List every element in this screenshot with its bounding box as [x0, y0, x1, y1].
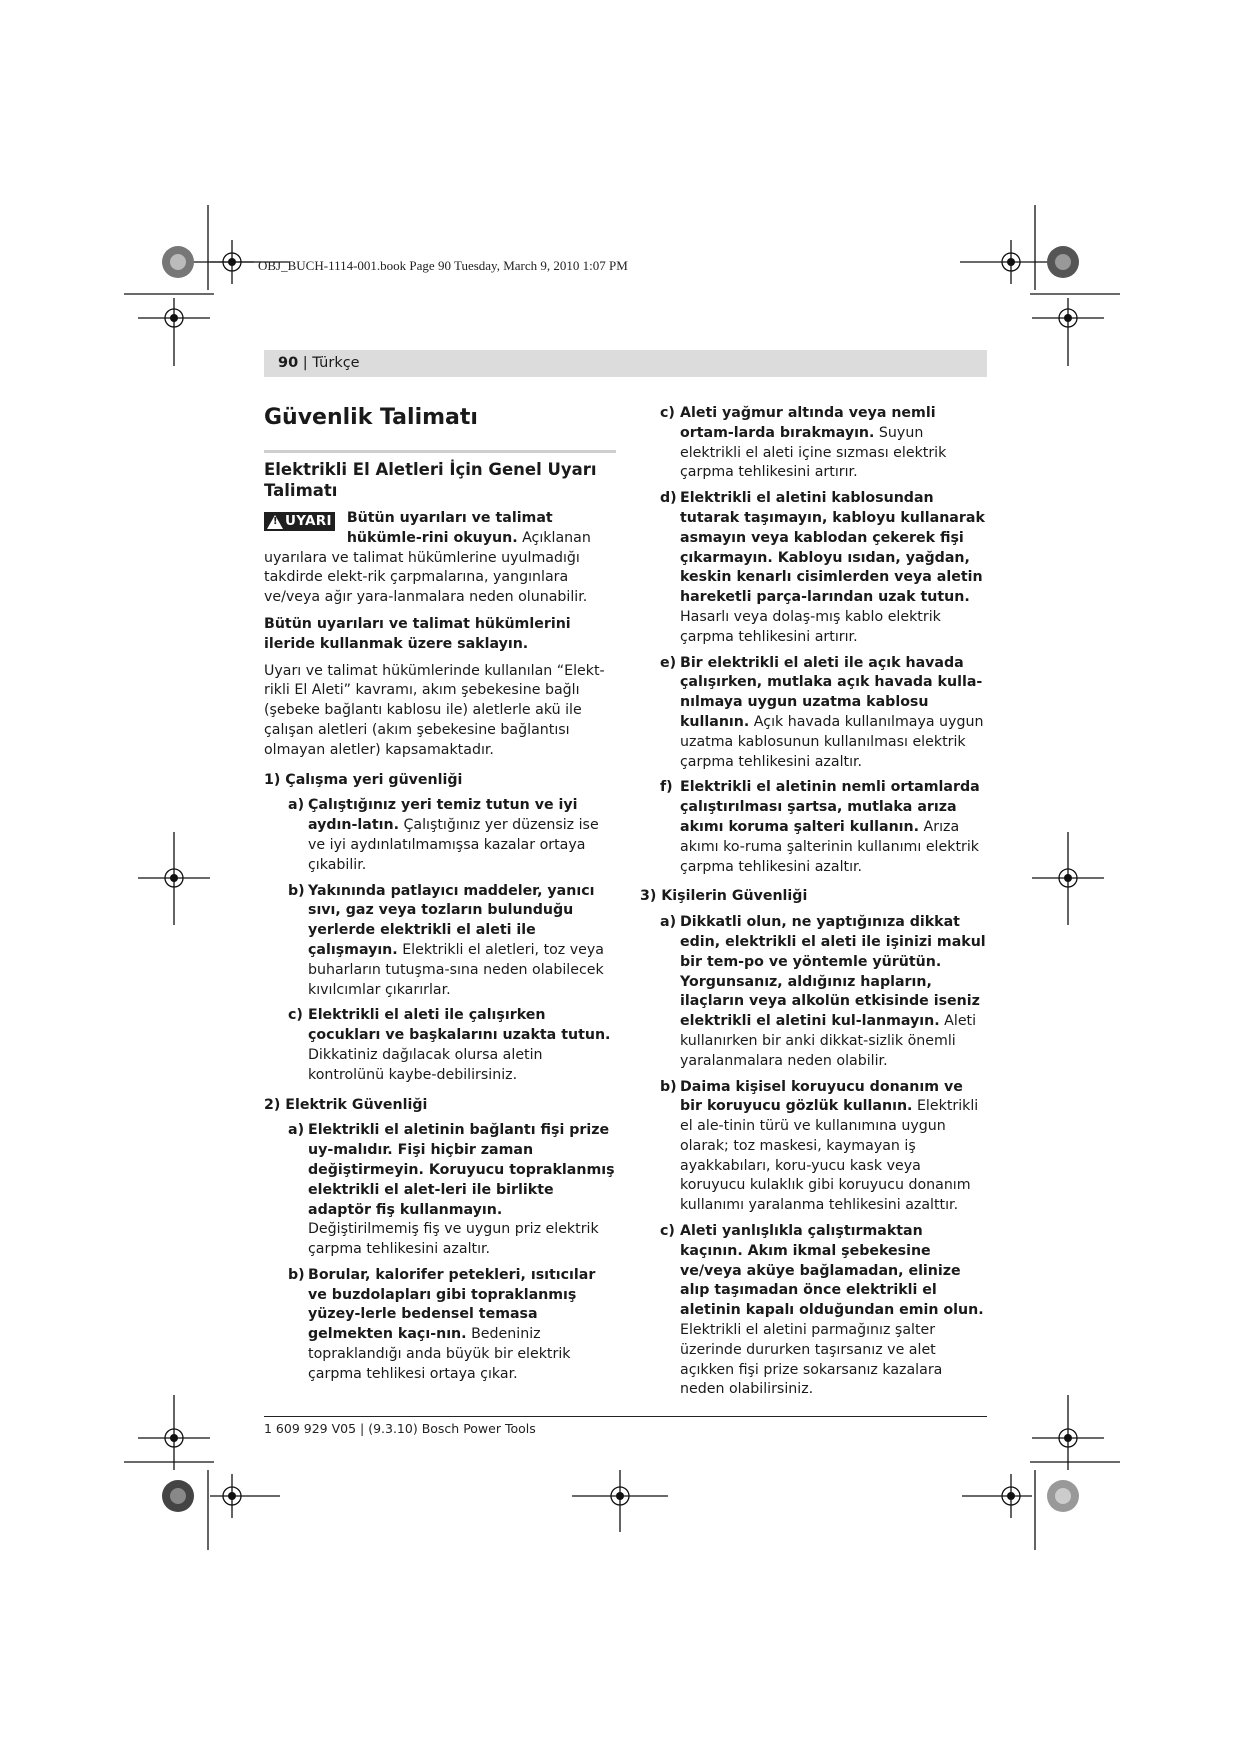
list-item: [640, 654, 988, 773]
item-text: Bedeniniz topraklandığı anda büyük bir elektrik çarpma tehlikesi ortaya çıkar.: [308, 1326, 571, 1382]
footer-rule: [264, 1416, 987, 1417]
list-item: [640, 913, 988, 1071]
item-letter: c): [660, 405, 675, 421]
item-letter: b): [660, 1078, 677, 1095]
warning-badge: [264, 512, 335, 531]
list-item: [640, 489, 988, 647]
item-letter: c): [288, 1007, 303, 1024]
item-text: Çalıştığınız yer düzensiz ise ve iyi aydınlatılmamışsa kazalar ortaya çıkabilir.: [308, 817, 599, 873]
list-item: [264, 1006, 616, 1085]
definition-paragraph: Uyarı ve talimat hükümlerinde kullanılan “Elekt-rikli El Aleti” kavramı, akım şebekesine bağlı (şebeke bağlantı kablosu ile) aletlerle akü ile çalışan aletleri (akım şebekesine bağlantısı olmayan aletler) kapsamaktadır.: [264, 662, 605, 758]
header-separator: |: [302, 355, 308, 371]
page-header: [264, 350, 987, 377]
right-column: [640, 404, 988, 1406]
item-bold: Borular, kalorifer petekleri, ısıtıcılar ve buzdolapları gibi topraklanmış yüzey-lerle bedensel temasa gelmekten kaçı-nın.: [308, 1266, 596, 1343]
item-letter: b): [288, 1266, 305, 1283]
warning-bold: Bütün uyarıları ve talimat hükümle-rini okuyun.: [346, 510, 553, 546]
item-letter: a): [288, 1122, 305, 1139]
list-item: [640, 1078, 988, 1217]
section-title-1: 1) Çalışma yeri güvenliği: [264, 771, 463, 788]
list-item: [640, 778, 988, 877]
list-item: [264, 1266, 616, 1385]
title-rule: [264, 450, 616, 453]
item-bold: Bir elektrikli el aleti ile açık havada çalışırken, mutlaka açık havada kulla-nılmaya uygun uzatma kablosu kullanın.: [680, 654, 983, 730]
item-text: Arıza akımı ko-ruma şalterinin kullanımı elektrik çarpma tehlikesini azaltır.: [680, 818, 979, 875]
warning-triangle-icon: [267, 515, 283, 529]
item-letter: c): [660, 1223, 675, 1240]
item-letter: a): [660, 914, 677, 931]
book-info: OBJ_BUCH-1114-001.book Page 90 Tuesday, March 9, 2010 1:07 PM: [258, 258, 628, 273]
list-item: [640, 404, 988, 483]
keep-notice: Bütün uyarıları ve talimat hükümlerini ileride kullanmak üzere saklayın.: [264, 615, 571, 652]
item-text: Aleti kullanırken bir anki dikkat-sizlik önemli yaralanmalara neden olabilir.: [680, 1013, 977, 1069]
item-letter: e): [660, 654, 677, 671]
item-text: Açık havada kullanılmaya uygun uzatma kablosunun kullanılması elektrik çarpma tehlikesini azaltır.: [680, 713, 984, 770]
item-text: Dikkatiniz dağılacak olursa aletin kontrolünü kaybe-debilirsiniz.: [308, 1046, 543, 1083]
item-bold: Yakınında patlayıcı maddeler, yanıcı sıvı, gaz veya tozların bulunduğu yerlerde elektrikli el aleti ile çalışmayın.: [308, 882, 595, 958]
item-letter: a): [288, 797, 305, 814]
footer: 1 609 929 V05 | (9.3.10) Bosch Power Tools: [264, 1421, 536, 1436]
item-letter: f): [660, 779, 673, 796]
item-bold: Aleti yağmur altında veya nemli ortam-larda bırakmayın.: [680, 405, 936, 441]
section-title-3: 3) Kişilerin Güvenliği: [640, 888, 808, 905]
item-text: Hasarlı veya dolaş-mış kablo elektrik çarpma tehlikesini artırır.: [680, 608, 941, 645]
item-letter: d): [660, 490, 677, 507]
item-text: Değiştirilmemiş fiş ve uygun priz elektrik çarpma tehlikesini azaltır.: [308, 1221, 599, 1258]
item-text: Suyun elektrikli el aleti içine sızması elektrik çarpma tehlikesini artırır.: [680, 424, 947, 481]
item-bold: Elektrikli el aletinin bağlantı fişi prize uy-malıdır. Fişi hiçbir zaman değiştirmeyin. Koruyucu topraklanmış elektrikli el alet-leri ile birlikte adaptör fiş kullanmayın.: [308, 1122, 615, 1218]
item-bold: Dikkatli olun, ne yaptığınıza dikkat edin, elektrikli el aleti ile işinizi makul bir tem-po ve yöntemle yürütün. Yorgunsanız, aldığınız hapların, ilaçların veya alkolün etkisinde iseniz elektrikli el aletini kul-lanmayın.: [680, 914, 986, 1030]
item-bold: Daima kişisel koruyucu donanım ve bir koruyucu gözlük kullanın.: [680, 1078, 963, 1115]
item-bold: Elektrikli el aleti ile çalışırken çocukları ve başkalarını uzakta tutun.: [308, 1007, 611, 1044]
item-text: Elektrikli el aletini parmağınız şalter üzerinde dururken taşırsanız ve alet açıkken fişi prize sokarsanız kazalara neden olabilirsiniz.: [680, 1322, 943, 1398]
item-bold: Çalıştığınız yeri temiz tutun ve iyi aydın-latın.: [308, 797, 578, 834]
section-subtitle: Elektrikli El Aletleri İçin Genel Uyarı Talimatı: [264, 460, 597, 500]
list-item: [640, 1222, 988, 1400]
item-bold: Aleti yanlışlıkla çalıştırmaktan kaçının. Akım ikmal şebekesine ve/veya aküye bağlamadan, elinize alıp taşımadan önce elektrikli el aletinin kapalı olduğundan emin olun.: [680, 1223, 984, 1319]
page-number: 90: [278, 355, 299, 371]
item-letter: b): [288, 882, 305, 899]
page-title: Güvenlik Talimatı: [264, 405, 478, 430]
item-bold: Elektrikli el aletinin nemli ortamlarda çalıştırılması şartsa, mutlaka arıza akımı koruma şalteri kullanın.: [680, 779, 980, 835]
item-text: Elektrikli el ale-tinin türü ve kullanımına uygun olarak; toz maskesi, kaymayan iş ayakkabıları, koru-yucu kask veya koruyucu kulaklık gibi koruyucu donanım kullanımı yaralanma tehlikesini azalttır.: [680, 1098, 979, 1214]
list-item: [264, 1121, 616, 1260]
warning-badge-label: UYARI: [285, 513, 332, 529]
header-language: Türkçe: [312, 355, 360, 371]
warning-block: [264, 509, 616, 608]
list-item: [264, 796, 616, 875]
item-bold: Elektrikli el aletini kablosundan tutarak taşımayın, kabloyu kullanarak asmayın veya kablodan çekerek fişi çıkarmayın. Kabloyu ısıdan, yağdan, keskin kenarlı cisimlerden veya aletin hareketli parça-larından uzak tutun.: [680, 490, 985, 606]
left-column: [264, 404, 616, 1391]
warning-text: Açıklanan uyarılara ve talimat hükümlerine uyulmadığı takdirde elekt-rik çarpmalarına, yangınlara ve/veya ağır yara-lanmalara neden olunabilir.: [264, 529, 591, 606]
item-text: Elektrikli el aletleri, toz veya buharların tutuşma-sına neden olabilecek kıvılcımlar çıkarırlar.: [308, 941, 604, 998]
list-item: [264, 882, 616, 1001]
section-title-2: 2) Elektrik Güvenliği: [264, 1096, 428, 1113]
